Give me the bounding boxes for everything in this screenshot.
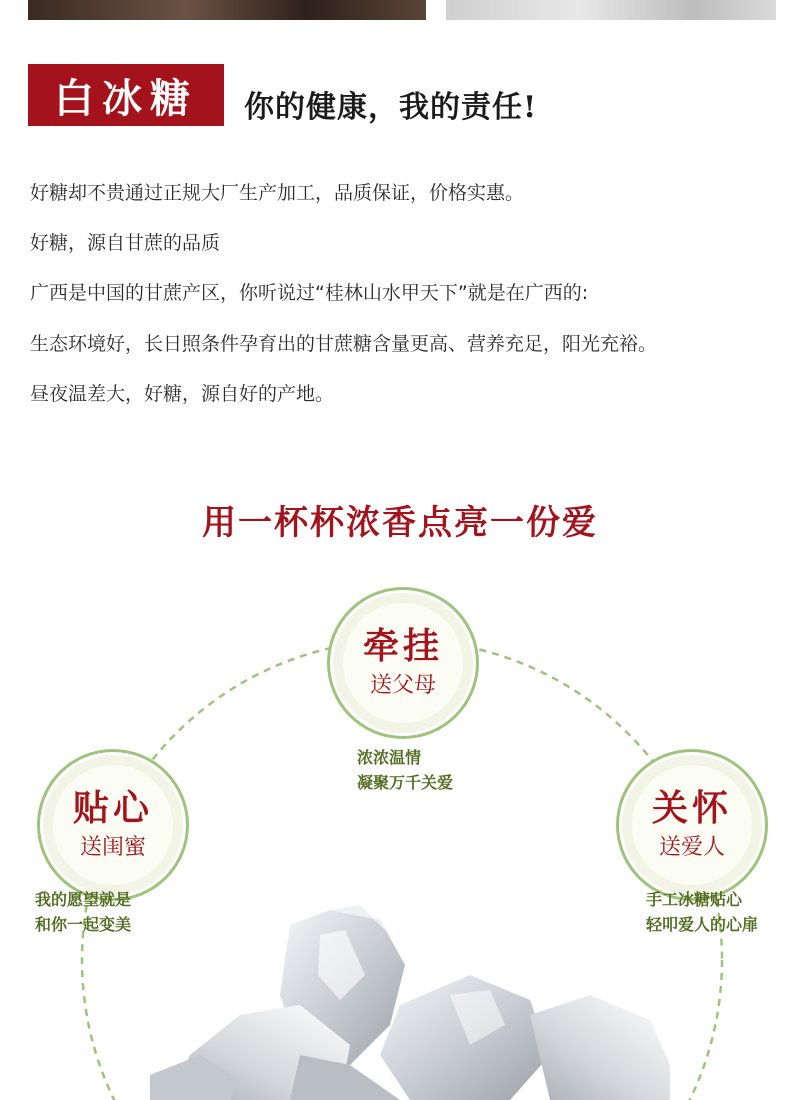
- section-headline: 用一杯杯浓香点亮一份爱: [202, 503, 598, 543]
- badge-parents-sub: 送父母: [369, 673, 436, 699]
- intro-line-4: 生态环境好，长日照条件孕育出的甘蔗糖含量更高、营养充足，阳光充裕。: [30, 333, 658, 355]
- note-parents-line-1: 浓浓温情: [357, 748, 422, 767]
- slogan: 你的健康，我的责任!: [244, 90, 538, 125]
- badge-bestie-inner: [53, 765, 173, 885]
- badge-lover-title: 关怀: [651, 786, 732, 829]
- intro-line-1: 好糖却不贵通过正规大厂生产加工，品质保证，价格实惠。: [30, 182, 525, 204]
- badge-bestie-title: 贴心: [72, 786, 153, 829]
- badge-parents-inner: [343, 603, 463, 723]
- note-parents: [357, 745, 453, 795]
- badge-lover: [622, 755, 762, 895]
- badge-bestie-sub: 送闺蜜: [79, 835, 146, 861]
- note-bestie: [35, 887, 131, 937]
- note-lover-line-1: 手工冰糖贴心: [646, 890, 743, 909]
- note-lover: [646, 887, 758, 937]
- intro-line-5: 昼夜温差大，好糖，源自好的产地。: [30, 383, 335, 405]
- badge-parents: [333, 593, 473, 733]
- badge-lover-inner: [632, 765, 752, 885]
- badge-parents-title: 牵挂: [362, 624, 443, 667]
- note-lover-line-2: 轻叩爱人的心扉: [646, 915, 759, 934]
- badge-lover-sub: 送爱人: [658, 835, 725, 861]
- note-bestie-line-1: 我的愿望就是: [35, 890, 132, 909]
- intro-line-2: 好糖，源自甘蔗的品质: [30, 232, 221, 254]
- rock-sugar-image: [150, 905, 670, 1100]
- product-tag-text: 白冰糖: [54, 74, 198, 122]
- note-parents-line-2: 凝聚万千关爱: [357, 773, 454, 792]
- badge-bestie: [43, 755, 183, 895]
- intro-line-3: 广西是中国的甘蔗产区，你听说过“桂林山水甲天下”就是在广西的:: [30, 282, 589, 304]
- note-bestie-line-2: 和你一起变美: [35, 915, 132, 934]
